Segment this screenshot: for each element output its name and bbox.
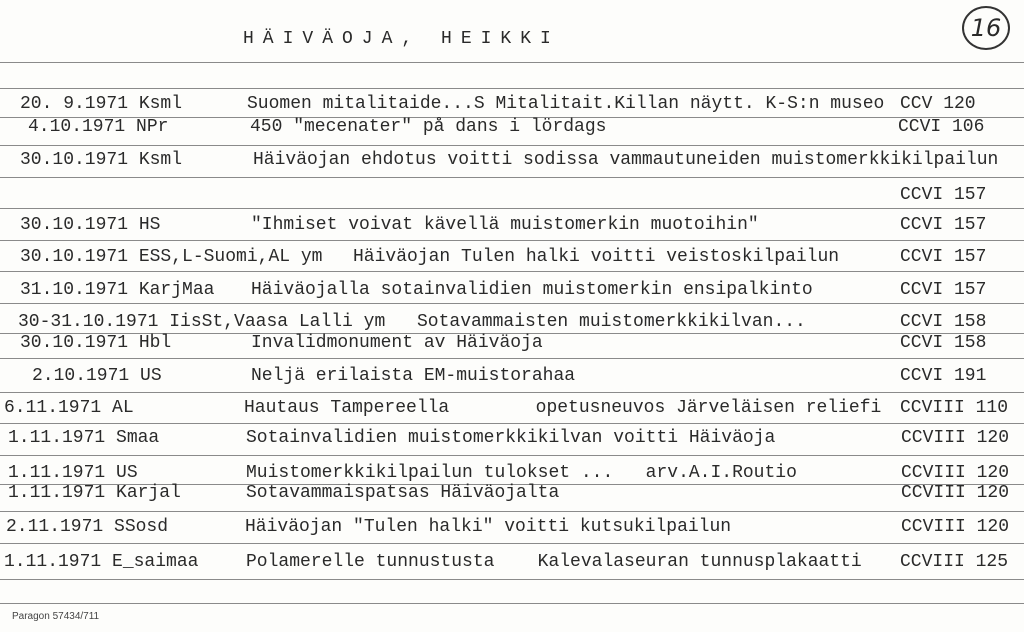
entry-date-source: 6.11.1971 AL <box>4 398 134 418</box>
entry-text: Suomen mitalitaide...S Mitalitait.Killan näytt. K-S:n museo <box>247 94 885 114</box>
entry-ref: CCVIII 110 <box>900 398 1009 418</box>
entry-row <box>0 312 1024 334</box>
entry-ref: CCV 120 <box>900 94 976 114</box>
entry-ref: CCVIII 125 <box>900 552 1009 572</box>
entry-ref: CCVI 158 <box>900 312 987 332</box>
entry-text: Polamerelle tunnustusta Kalevalaseuran tunnusplakaatti <box>246 552 862 572</box>
entry-date-source: 2.10.1971 US <box>32 366 162 386</box>
entry-ref: CCVI 106 <box>898 117 985 137</box>
entry-text: Häiväojan Tulen halki voitti veistoskilpailun <box>353 247 840 267</box>
ruled-line <box>0 603 1024 604</box>
ruled-line <box>0 177 1024 178</box>
entry-date-source: 30.10.1971 Hbl <box>20 333 172 353</box>
entry-text: Häiväojan "Tulen halki" voitti kutsukilpailun <box>245 517 732 537</box>
entry-row <box>0 150 1024 172</box>
card-title: HÄIVÄOJA, HEIKKI <box>243 29 560 49</box>
entry-ref: CCVI 157 <box>900 185 987 205</box>
entry-ref: CCVIII 120 <box>901 517 1010 537</box>
ruled-line <box>0 240 1024 241</box>
ruled-line <box>0 579 1024 580</box>
entry-row <box>0 247 1024 269</box>
printer-imprint: Paragon 57434/711 <box>12 611 100 622</box>
ruled-line <box>0 145 1024 146</box>
entry-date-source: 30.10.1971 ESS,L-Suomi,AL ym <box>20 247 323 267</box>
entry-text: Häiväojalla sotainvalidien muistomerkin ensipalkinto <box>251 280 813 300</box>
entry-ref: CCVI 158 <box>900 333 987 353</box>
entry-text: Häiväojan ehdotus voitti sodissa vammautuneiden muistomerkkikilpailun <box>253 150 999 170</box>
entry-date-source: 30-31.10.1971 IisSt,Vaasa Lalli ym <box>18 312 386 332</box>
entry-ref: CCVIII 120 <box>901 483 1010 503</box>
card-number-circle: 16 <box>962 6 1010 50</box>
entry-row <box>0 185 1024 207</box>
entry-ref: CCVI 191 <box>900 366 987 386</box>
entry-ref: CCVIII 120 <box>901 428 1010 448</box>
ruled-line <box>0 303 1024 304</box>
entry-date-source: 1.11.1971 E_saimaa <box>4 552 199 572</box>
entry-date-source: 1.11.1971 Smaa <box>8 428 160 448</box>
entry-text: Hautaus Tampereella opetusneuvos Järveläisen reliefi <box>244 398 882 418</box>
ruled-line <box>0 208 1024 209</box>
entry-date-source: 4.10.1971 NPr <box>28 117 169 137</box>
entry-date-source: 30.10.1971 Ksml <box>20 150 183 170</box>
ruled-line <box>0 511 1024 512</box>
entry-date-source: 1.11.1971 US <box>8 463 138 483</box>
entry-row <box>0 333 1024 355</box>
entry-row <box>0 398 1024 420</box>
ruled-line <box>0 392 1024 393</box>
entry-row <box>0 463 1024 485</box>
ruled-line <box>0 88 1024 89</box>
ruled-line <box>0 455 1024 456</box>
entry-row <box>0 280 1024 302</box>
entry-row <box>0 552 1024 574</box>
entry-text: Sotavammaisten muistomerkkikilvan... <box>417 312 806 332</box>
ruled-line <box>0 423 1024 424</box>
entry-row <box>0 215 1024 237</box>
entry-row <box>0 366 1024 388</box>
entry-text: Neljä erilaista EM-muistorahaa <box>251 366 576 386</box>
entry-text: 450 "mecenater" på dans i lördags <box>250 117 607 137</box>
entry-row <box>0 517 1024 539</box>
ruled-line <box>0 543 1024 544</box>
entry-ref: CCVI 157 <box>900 247 987 267</box>
entry-ref: CCVI 157 <box>900 280 987 300</box>
entry-text: Sotavammaispatsas Häiväojalta <box>246 483 560 503</box>
entry-ref: CCVI 157 <box>900 215 987 235</box>
entry-row <box>0 94 1024 116</box>
entry-text: Sotainvalidien muistomerkkikilvan voitti Häiväoja <box>246 428 776 448</box>
entry-date-source: 1.11.1971 Karjal <box>8 483 181 503</box>
entry-row <box>0 428 1024 450</box>
ruled-line <box>0 358 1024 359</box>
entry-text: Invalidmonument av Häiväoja <box>251 333 543 353</box>
entry-date-source: 30.10.1971 HS <box>20 215 161 235</box>
entry-date-source: 31.10.1971 KarjMaa <box>20 280 215 300</box>
entry-row <box>0 117 1024 139</box>
ruled-line <box>0 271 1024 272</box>
ruled-line <box>0 62 1024 63</box>
entry-date-source: 20. 9.1971 Ksml <box>20 94 183 114</box>
entry-date-source: 2.11.1971 SSosd <box>6 517 169 537</box>
entry-ref: CCVIII 120 <box>901 463 1010 483</box>
entry-text: "Ihmiset voivat kävellä muistomerkin muotoihin" <box>251 215 759 235</box>
entry-text: Muistomerkkikilpailun tulokset ... arv.A.I.Routio <box>246 463 797 483</box>
entry-row <box>0 483 1024 505</box>
